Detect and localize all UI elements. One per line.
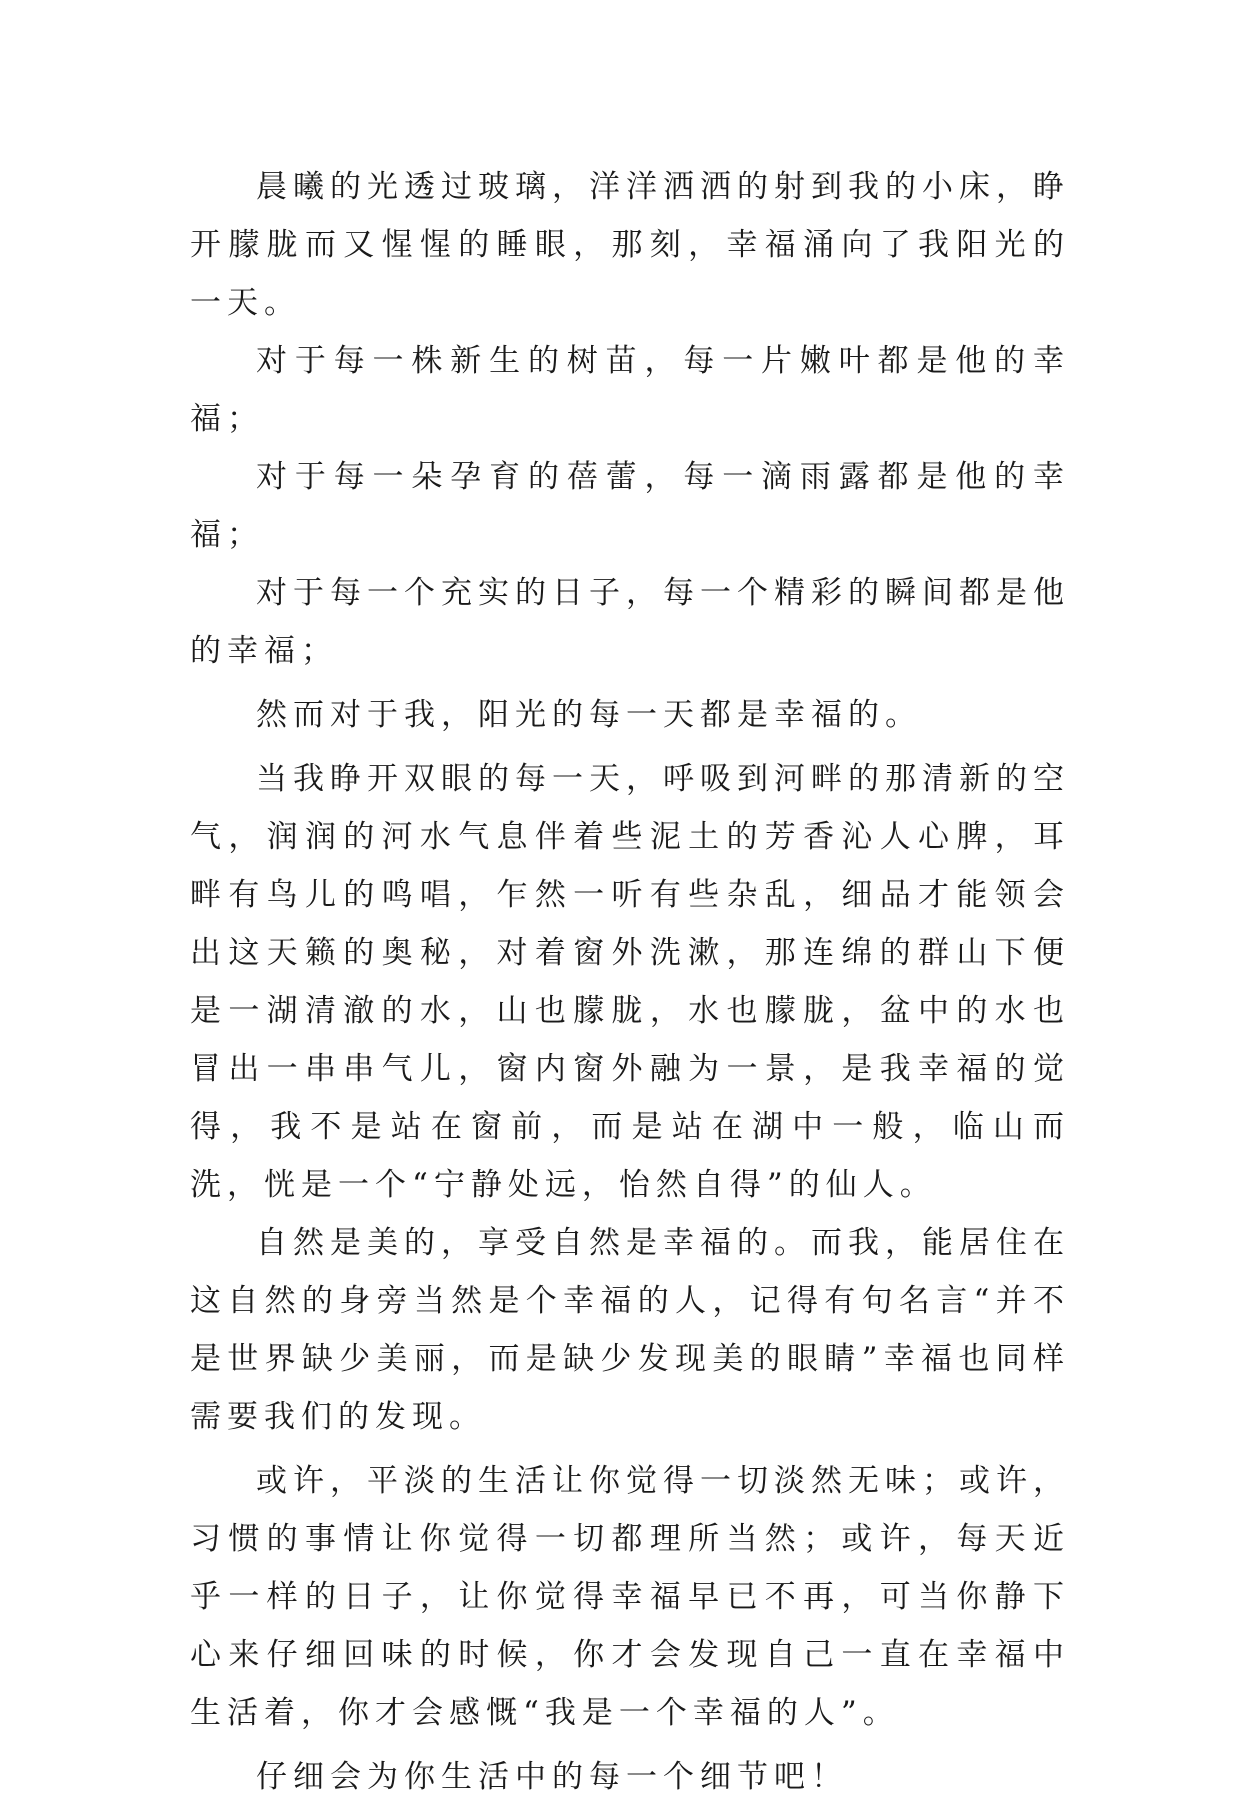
paragraph-6: 当我睁开双眼的每一天，呼吸到河畔的那清新的空气，润润的河水气息伴着些泥土的芳香沁人心脾，耳畔有鸟儿的鸣唱，乍然一听有些杂乱，细品才能领会出这天籁的奥秘，对着窗外洗漱，那连绵的群山下便是一湖清澈的水，山也朦胧，水也朦胧，盆中的水也冒出一串串气儿，窗内窗外融为一景，是我幸福的觉得，我不是站在窗前，而是站在湖中一般，临山而洗，恍是一个“宁静处远，怡然自得”的仙人。 bbox=[190, 761, 1070, 1203]
paragraph-2: 对于每一株新生的树苗，每一片嫩叶都是他的幸福； bbox=[190, 343, 1070, 437]
paragraph-9: 仔细会为你生活中的每一个细节吧！ bbox=[256, 1759, 848, 1795]
paragraph-8: 或许，平淡的生活让你觉得一切淡然无味；或许，习惯的事情让你觉得一切都理所当然；或许，每天近乎一样的日子，让你觉得幸福早已不再，可当你静下心来仔细回味的时候，你才会发现自己一直在幸福中生活着，你才会感慨“我是一个幸福的人”。 bbox=[190, 1463, 1070, 1731]
document-body bbox=[190, 158, 1070, 1806]
paragraph-5: 然而对于我，阳光的每一天都是幸福的。 bbox=[256, 697, 922, 733]
paragraph-4: 对于每一个充实的日子，每一个精彩的瞬间都是他的幸福； bbox=[190, 575, 1070, 669]
paragraph-3: 对于每一朵孕育的蓓蕾，每一滴雨露都是他的幸福； bbox=[190, 459, 1070, 553]
paragraph-7: 自然是美的，享受自然是幸福的。而我，能居住在这自然的身旁当然是个幸福的人，记得有句名言“并不是世界缺少美丽，而是缺少发现美的眼睛”幸福也同样需要我们的发现。 bbox=[190, 1225, 1070, 1435]
paragraph-1: 晨曦的光透过玻璃，洋洋洒洒的射到我的小床，睁开朦胧而又惺惺的睡眼，那刻，幸福涌向了我阳光的一天。 bbox=[190, 169, 1070, 321]
